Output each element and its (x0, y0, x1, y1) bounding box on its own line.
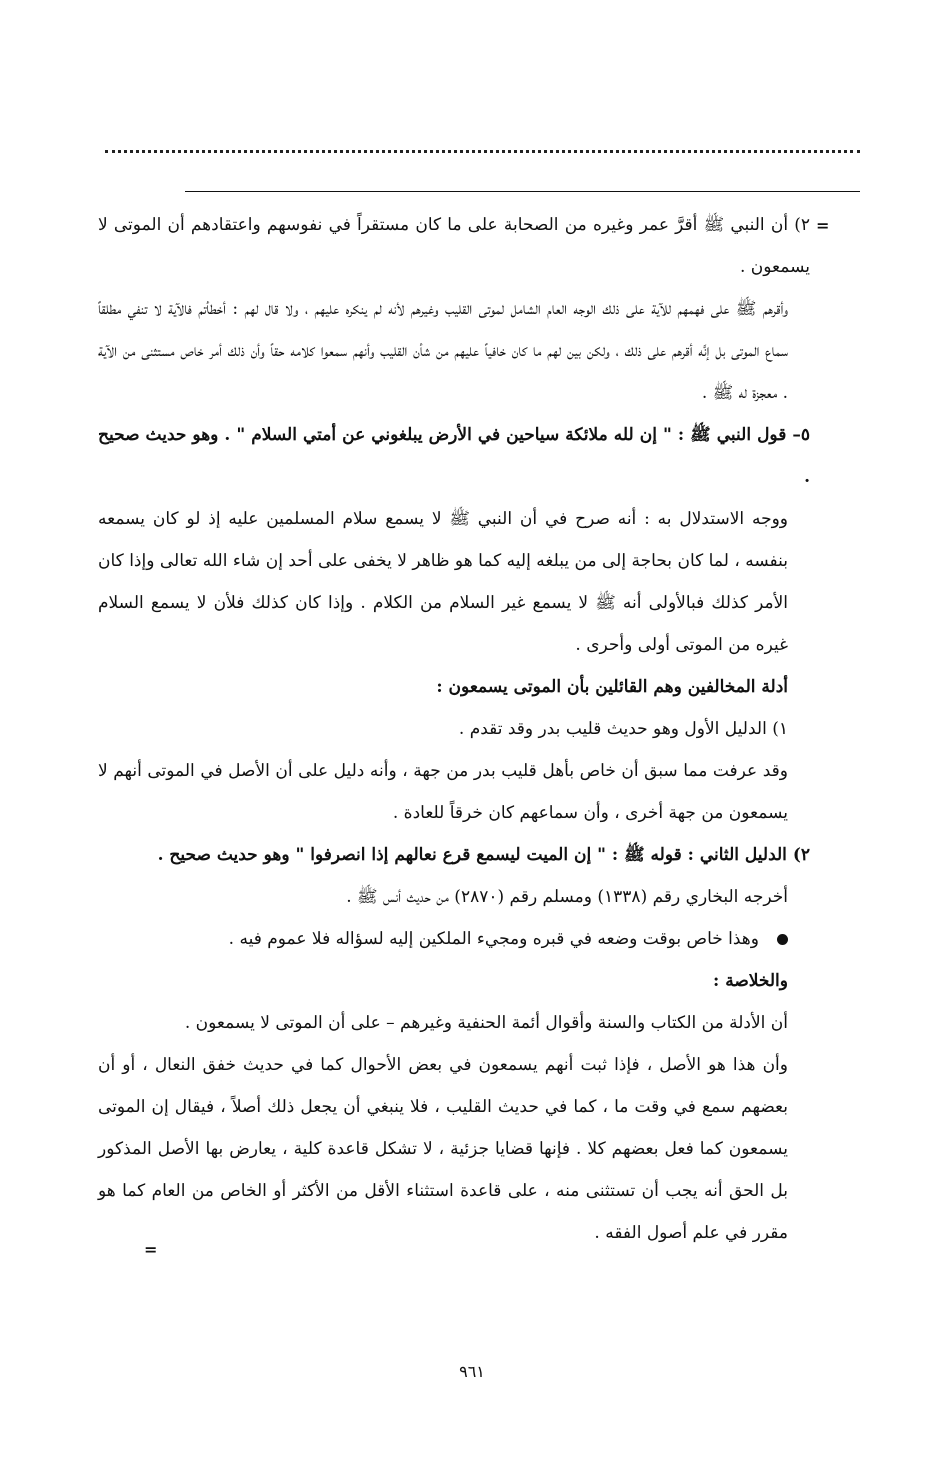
paragraph: ووجه الاستدلال به : أنه صرح في أن النبي ﷺ لا يسمع سلام المسلمين عليه إذ لو كان يسمعه بنفسه ، لما كان بحاجة إلى من يبلغه إليه كما هو ظاهر لا يخفى على أحد إن شاء الله تعالى وإذا كان الأمر كذلك فبالأولى أنه ﷺ لا يسمع غير السلام من الكلام . وإذا كان كذلك فلأن لا يسمع السلام غيره من الموتى أولى وأحرى . (98, 509, 788, 655)
paragraph: ٢) أن النبي ﷺ أقرَّ عمر وغيره من الصحابة على ما كان مستقراً في نفوسهم واعتقادهم أن الموتى لا يسمعون . (98, 215, 810, 277)
paragraph: وأقرهم ﷺ على فهمهم للآية على ذلك الوجه العام الشامل لموتى القليب وغيرهم لأنه لم ينكره عليهم ، ولا قال لهم : أخطأتم فالآية لا تنفي مطلقاً سماع الموتى بل إنَّه أقرهم على ذلك ، ولكن بين لهم ما كان خافياً عليهم من شأن القليب وأنهم سمعوا كلامه حقاً وأن ذلك أمر خاص مستثنى من الآية . معجزة له ﷺ . (98, 299, 788, 403)
bullet-text: وهذا خاص بوقت وضعه في قبره ومجيء الملكين إليه لسؤاله فلا عموم فيه . (228, 929, 759, 949)
paragraph: أخرجه البخاري رقم (١٣٣٨) ومسلم رقم (٢٨٧٠) من حديث أنس ﷺ . (346, 887, 788, 907)
dotted-separator (105, 138, 860, 153)
paragraph-hadith: ٢) الدليل الثاني : قوله ﷺ : " إن الميت ليسمع قرع نعالهم إذا انصرفوا " وهو حديث صحيح . (157, 845, 810, 865)
section-heading: والخلاصة : (713, 971, 788, 991)
paragraph: ١) الدليل الأول وهو حديث قليب بدر وقد تقدم . (458, 719, 788, 739)
footnote-rule (185, 191, 860, 192)
page-number: ٩٦١ (459, 1362, 485, 1381)
paragraph: وقد عرفت مما سبق أن خاص بأهل قليب بدر من جهة ، وأنه دليل على أن الأصل في الموتى أنهم لا يسمعون من جهة أخرى ، وأن سماعهم كان خرقاً للعادة . (98, 761, 788, 823)
bullet-icon (777, 934, 788, 945)
paragraph: وأن هذا هو الأصل ، فإذا ثبت أنهم يسمعون في بعض الأحوال كما في حديث خفق النعال ، أو أن بعضهم سمع في وقت ما ، كما في حديث القليب ، فلا ينبغي أن يجعل ذلك أصلاً ، فيقال إن الموتى يسمعون كما فعل بعضهم كلا . فإنها قضايا جزئية ، لا تشكل قاعدة كلية ، يعارض بها الأصل المذكور بل الحق أنه يجب أن تستثنى منه ، على قاعدة استثناء الأقل من الأكثر أو الخاص من العام كما هو مقرر في علم أصول الفقه . (98, 1055, 788, 1243)
continuation-mark-top: = (816, 216, 830, 235)
section-heading: أدلة المخالفين وهم القائلين بأن الموتى يسمعون : (436, 677, 788, 697)
paragraph-hadith: ٥– قول النبي ﷺ : " إن لله ملائكة سياحين في الأرض يبلغوني عن أمتي السلام " . وهو حديث صحيح . (98, 425, 810, 487)
continuation-mark-bottom: = (144, 1240, 158, 1259)
bullet-item (98, 918, 810, 960)
page-body (98, 204, 810, 1254)
paragraph: أن الأدلة من الكتاب والسنة وأقوال أئمة الحنفية وغيرهم – على أن الموتى لا يسمعون . (184, 1013, 788, 1033)
